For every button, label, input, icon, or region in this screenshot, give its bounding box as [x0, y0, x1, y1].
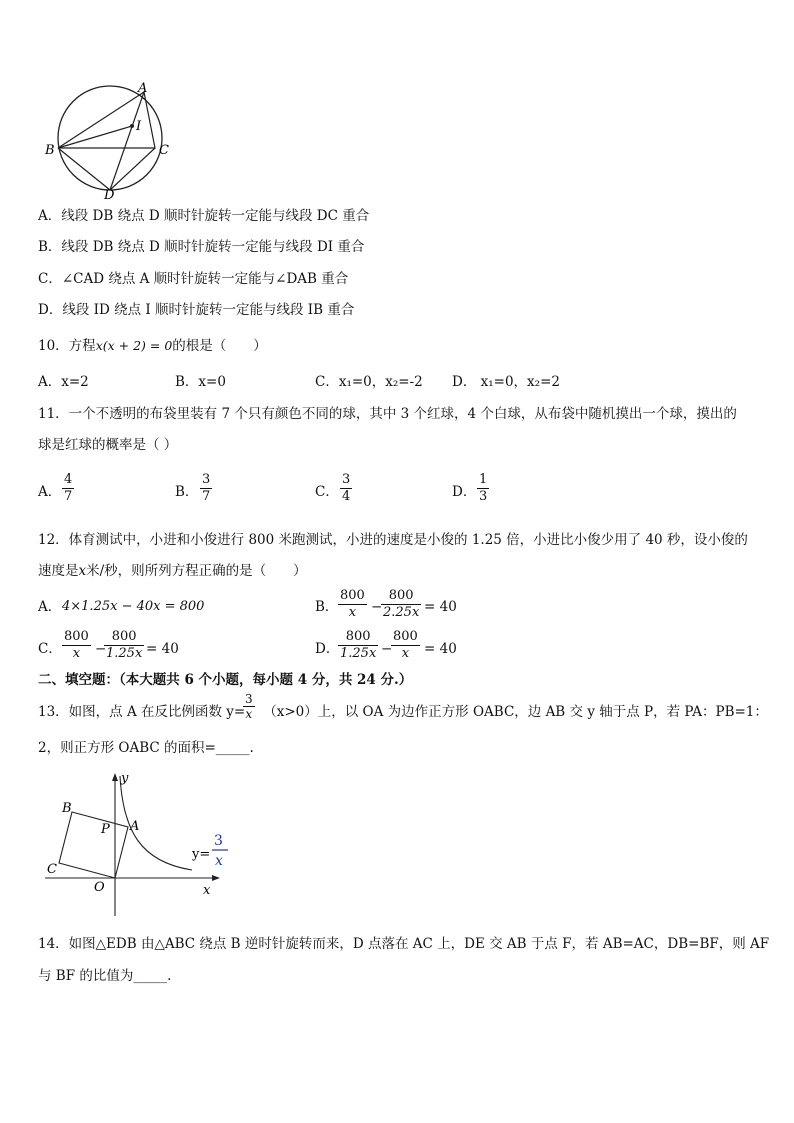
- q9-option-d: D．线段 ID 绕点 I 顺时针旋转一定能与线段 IB 重合: [38, 302, 355, 318]
- q10-option-a: A．x=2: [38, 374, 89, 390]
- q10-option-d: D． x₁=0，x₂=2: [452, 374, 560, 390]
- circle-geometry-figure: [38, 78, 178, 200]
- q10-option-b: B．x=0: [175, 374, 226, 390]
- q12-option-d-rhs: = 40: [424, 641, 457, 657]
- q13-line2: 2，则正方形 OABC 的面积=_____.: [38, 740, 254, 756]
- q11-line1: 11．一个不透明的布袋里装有 7 个只有颜色不同的球，其中 3 个红球，4 个白球，从布袋中随机摸出一个球，摸出的: [38, 406, 737, 422]
- q11-option-c-fraction: 3 4: [342, 472, 351, 504]
- x-axis-label: x: [203, 883, 211, 898]
- q12-option-c-frac2: 800 1.25x: [106, 629, 143, 661]
- q12-option-a-expr: 4×1.25x − 40x = 800: [62, 599, 205, 614]
- q10-suffix: 的根是（ ）: [172, 338, 267, 354]
- q11-option-a-fraction: 4 7: [64, 472, 73, 504]
- q13-line1: 13．如图，点 A 在反比例函数 y= （x>0）上，以 OA 为边作正方形 OABC，边 AB 交 y 轴于点 P，若 PA：PB=1：: [38, 704, 768, 720]
- q9-option-a: A．线段 DB 绕点 D 顺时针旋转一定能与线段 DC 重合: [38, 208, 370, 224]
- q11-option-d-label: D．: [452, 484, 477, 500]
- q12-option-c-minus: −: [95, 641, 107, 657]
- q9-option-b: B．线段 DB 绕点 D 顺时针旋转一定能与线段 DI 重合: [38, 239, 365, 255]
- q11-option-a-label: A．: [38, 484, 62, 500]
- q12-option-a-label: A．: [38, 599, 62, 615]
- q11-option-c-label: C．: [315, 484, 339, 500]
- q13-fraction: 3 x: [245, 692, 253, 721]
- curve-label-den: x: [215, 853, 223, 869]
- label-D: D: [104, 188, 115, 200]
- label-I: I: [136, 119, 142, 134]
- label-A: A: [130, 819, 140, 834]
- q11-option-b-fraction: 3 7: [202, 472, 211, 504]
- q14-line2: 与 BF 的比值为_____.: [38, 968, 172, 984]
- q11-option-d-fraction: 1 3: [479, 472, 488, 504]
- q12-option-d-frac1: 800 1.25x: [340, 629, 377, 661]
- q14-line1: 14．如图△EDB 由△ABC 绕点 B 逆时针旋转而来，D 点落在 AC 上，DE 交 AB 于点 F，若 AB=AC，DB=BF，则 AF: [38, 936, 770, 952]
- q12-option-b-frac1: 800 x: [340, 588, 365, 620]
- q12-option-b-label: B．: [315, 599, 339, 615]
- q10-prefix: 10．方程: [38, 338, 96, 354]
- q12-option-b-frac2: 800 2.25x: [383, 588, 420, 620]
- label-A: A: [138, 81, 148, 96]
- label-B: B: [45, 143, 55, 158]
- label-C: C: [47, 862, 57, 877]
- section-fill-in-header: 二、填空题：（本大题共 6 个小题，每小题 4 分，共 24 分.）: [38, 672, 413, 688]
- curve-label-prefix: y=: [192, 847, 211, 862]
- q11-option-b-label: B．: [175, 484, 199, 500]
- q12-option-c-frac1: 800 x: [64, 629, 89, 661]
- label-B: B: [62, 801, 72, 816]
- label-O: O: [94, 880, 105, 895]
- q10-stem: [38, 337, 267, 355]
- q10-option-c: C．x₁=0，x₂=-2: [315, 374, 423, 390]
- q12-option-d-label: D．: [315, 641, 340, 657]
- q10-equation: x(x + 2) = 0: [95, 338, 173, 353]
- q11-line2: 球是红球的概率是（ ）: [38, 437, 178, 453]
- q12-option-c-label: C．: [38, 641, 62, 657]
- q12-line2: 速度是x米/秒，则所列方程正确的是（ ）: [38, 563, 307, 579]
- y-axis-label: y: [121, 771, 129, 786]
- q12-option-b-minus: −: [371, 599, 383, 615]
- label-P: P: [101, 822, 110, 837]
- q12-option-c-rhs: = 40: [146, 641, 179, 657]
- q12-line1: 12．体育测试中，小进和小俊进行 800 米跑测试，小进的速度是小俊的 1.25 倍，小进比小俊少用了 40 秒，设小俊的: [38, 532, 748, 548]
- q12-option-d-minus: −: [381, 641, 393, 657]
- curve-label-num: 3: [214, 833, 223, 849]
- label-C: C: [159, 143, 169, 158]
- q12-option-b-rhs: = 40: [424, 599, 457, 615]
- hyperbola-square-figure: [40, 770, 240, 918]
- q12-option-d-frac2: 800 x: [393, 629, 418, 661]
- q9-option-c: C．∠CAD 绕点 A 顺时针旋转一定能与∠DAB 重合: [38, 271, 349, 287]
